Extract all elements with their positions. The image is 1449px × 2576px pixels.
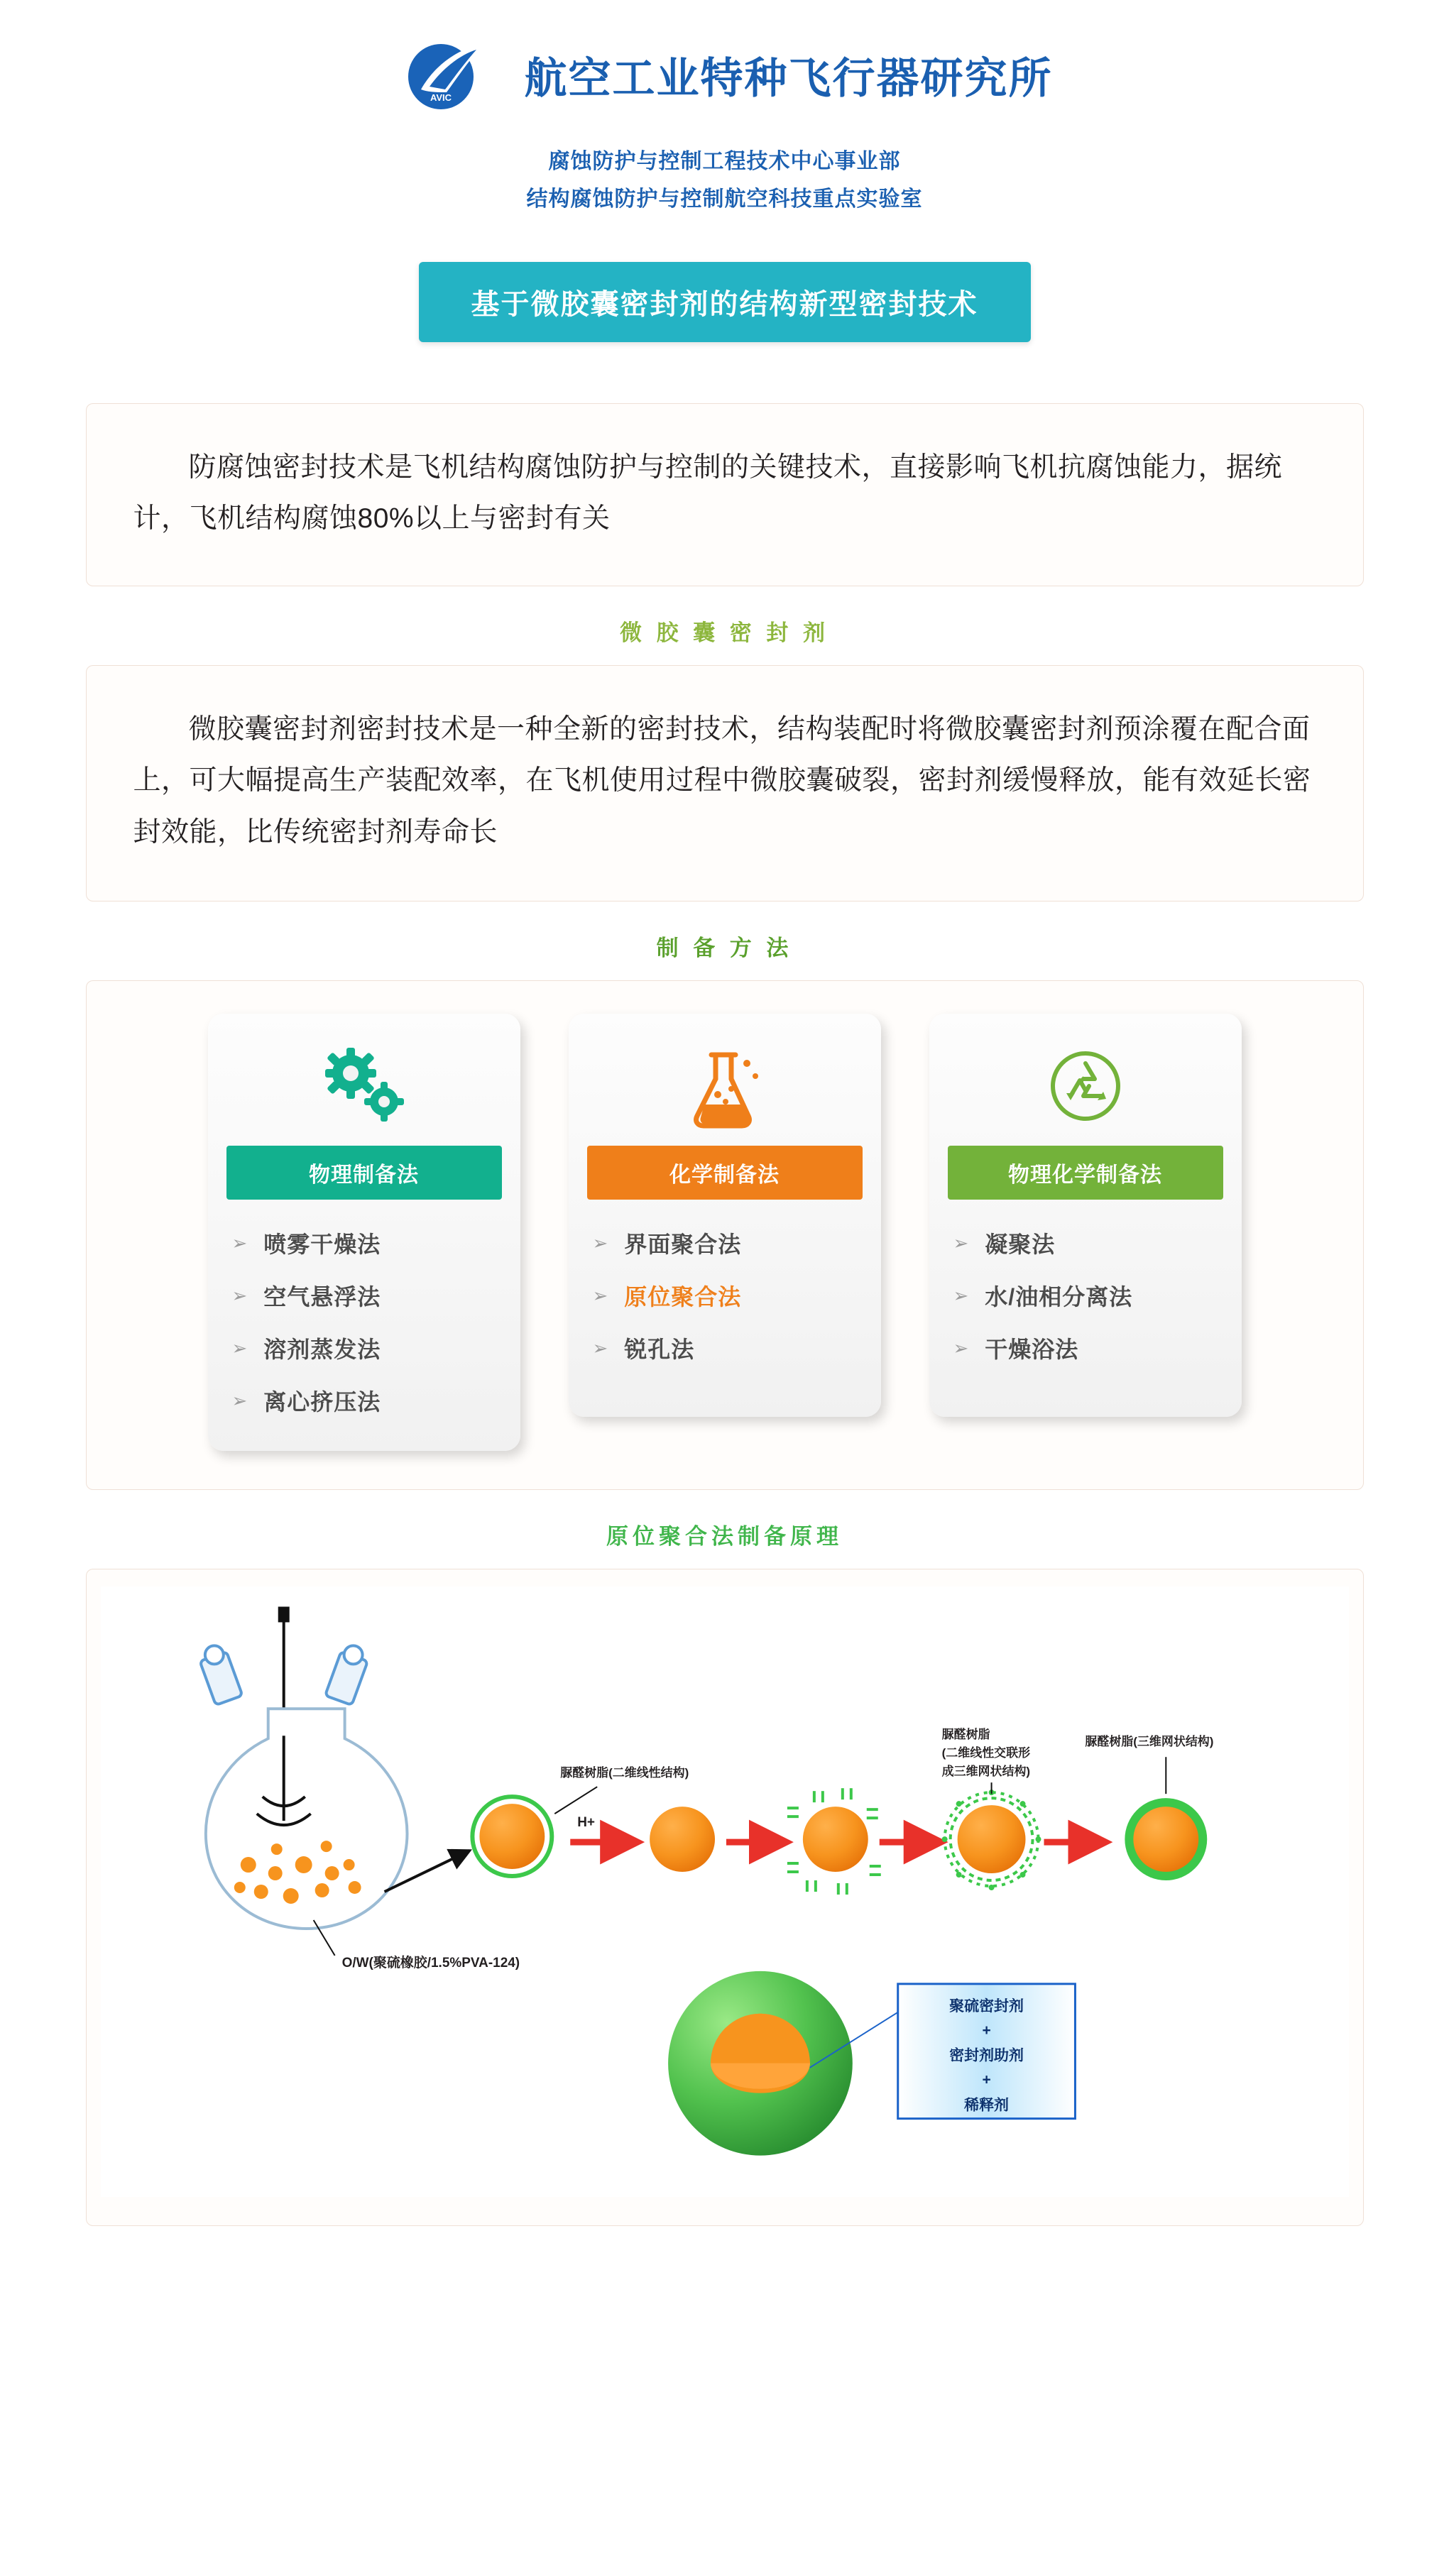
capsule-final — [1125, 1798, 1207, 1880]
intro-box — [86, 403, 1364, 586]
step-label-2-line3: 成三维网状结构) — [941, 1764, 1030, 1778]
list-item[interactable] — [953, 1322, 1223, 1374]
section-label-microcapsule: 微 胶 囊 密 封 剂 — [619, 620, 830, 646]
capsule-step-1 — [472, 1797, 552, 1876]
list-item-highlighted[interactable] — [593, 1269, 863, 1322]
intro-paragraph: 防腐蚀密封技术是飞机结构腐蚀防护与控制的关键技术，直接影响飞机抗腐蚀能力，据统计，飞机结构腐蚀80%以上与密封有关 — [133, 452, 1283, 535]
content-column — [86, 403, 1364, 2226]
method-cards — [115, 1014, 1335, 1451]
list-item-label: 凝聚法 — [985, 1231, 1056, 1257]
section-label-insitu: 原位聚合法制备原理 — [606, 1523, 843, 1549]
chevron-right-icon: ➢ — [592, 1284, 609, 1306]
flask-icon — [569, 1035, 881, 1141]
step-label-1: 脲醛树脂(二维线性结构) — [559, 1765, 689, 1780]
callout-plus-2: + — [981, 2071, 991, 2088]
recycle-icon — [929, 1035, 1242, 1141]
chevron-right-icon: ➢ — [592, 1337, 609, 1359]
chevron-right-icon: ➢ — [953, 1232, 970, 1254]
svg-text:AVIC: AVIC — [430, 92, 452, 103]
section-label-preparation: 制 备 方 法 — [656, 935, 793, 960]
avic-logo-icon — [397, 40, 503, 118]
list-item[interactable] — [593, 1217, 863, 1269]
method-card-chemical[interactable] — [569, 1014, 881, 1417]
list-item[interactable] — [232, 1374, 502, 1427]
chevron-right-icon: ➢ — [592, 1232, 609, 1254]
list-item-label: 干燥浴法 — [985, 1336, 1079, 1362]
poster-title: 基于微胶囊密封剂的结构新型密封技术 — [419, 262, 1031, 342]
list-item[interactable] — [593, 1322, 863, 1374]
list-item-label: 原位聚合法 — [624, 1283, 742, 1310]
list-item[interactable] — [953, 1217, 1223, 1269]
card-list-physicochemical — [929, 1200, 1242, 1417]
department-line-2: 结构腐蚀防护与控制航空科技重点实验室 — [526, 187, 923, 211]
callout-plus-1: + — [981, 2022, 991, 2039]
callout-line-3: 稀释剂 — [963, 2097, 1009, 2114]
chevron-right-icon: ➢ — [953, 1337, 970, 1359]
list-item[interactable] — [232, 1322, 502, 1374]
list-item[interactable] — [232, 1269, 502, 1322]
organization-row — [0, 40, 1449, 118]
step-label-3: 脲醛树脂(三维网状结构) — [1084, 1734, 1213, 1748]
list-item-label: 水/油相分离法 — [985, 1283, 1133, 1310]
list-item-label: 空气悬浮法 — [263, 1283, 381, 1310]
capsule-step-4 — [941, 1790, 1041, 1890]
list-item-label: 喷雾干燥法 — [263, 1231, 381, 1257]
microcapsule-box — [86, 665, 1364, 901]
flask-label: O/W(聚硫橡胶/1.5%PVA-124) — [341, 1955, 520, 1971]
callout-line-2: 密封剂助剂 — [948, 2047, 1024, 2064]
method-card-physicochemical[interactable] — [929, 1014, 1242, 1417]
capsule-step-3 — [787, 1788, 880, 1895]
list-item[interactable] — [953, 1269, 1223, 1322]
callout-line-1: 聚硫密封剂 — [948, 1997, 1024, 2015]
step-label-2-line1: 脲醛树脂 — [941, 1727, 990, 1741]
card-title-chemical: 化学制备法 — [587, 1146, 863, 1200]
card-title-physicochemical: 物理化学制备法 — [948, 1146, 1223, 1200]
gears-icon — [208, 1035, 520, 1141]
method-card-physical[interactable] — [208, 1014, 520, 1451]
card-list-physical — [208, 1200, 520, 1451]
chevron-right-icon: ➢ — [231, 1389, 248, 1411]
card-list-chemical — [569, 1200, 881, 1417]
reaction-flask-graphic — [199, 1606, 520, 1970]
department-line-1: 腐蚀防护与控制工程技术中心事业部 — [548, 150, 901, 173]
ph-label: H+ — [576, 1814, 595, 1830]
list-item-label: 界面聚合法 — [624, 1231, 742, 1257]
insitu-diagram-box — [86, 1569, 1364, 2226]
cutaway-sphere — [668, 1971, 853, 2156]
card-title-physical: 物理制备法 — [226, 1146, 502, 1200]
title-banner-wrap — [0, 262, 1449, 342]
preparation-methods-box — [86, 980, 1364, 1490]
organization-name: 航空工业特种飞行器研究所 — [524, 55, 1053, 102]
chevron-right-icon: ➢ — [231, 1284, 248, 1306]
list-item-label: 锐孔法 — [624, 1336, 695, 1362]
page-header — [0, 0, 1449, 218]
chevron-right-icon: ➢ — [953, 1284, 970, 1306]
department-lines — [0, 143, 1449, 218]
list-item[interactable] — [232, 1217, 502, 1269]
microcapsule-paragraph: 微胶囊密封剂密封技术是一种全新的密封技术，结构装配时将微胶囊密封剂预涂覆在配合面上，可大幅提高生产装配效率，在飞机使用过程中微胶囊破裂，密封剂缓慢释放，能有效延长密封效能，比传统密封剂寿命长 — [133, 714, 1311, 848]
insitu-diagram — [101, 1586, 1349, 2197]
capsule-step-2 — [650, 1807, 715, 1872]
chevron-right-icon: ➢ — [231, 1337, 248, 1359]
step-label-2-line2: (二维线性交联形 — [941, 1745, 1030, 1760]
chevron-right-icon: ➢ — [231, 1232, 248, 1254]
list-item-label: 溶剂蒸发法 — [263, 1336, 381, 1362]
list-item-label: 离心挤压法 — [263, 1388, 381, 1415]
